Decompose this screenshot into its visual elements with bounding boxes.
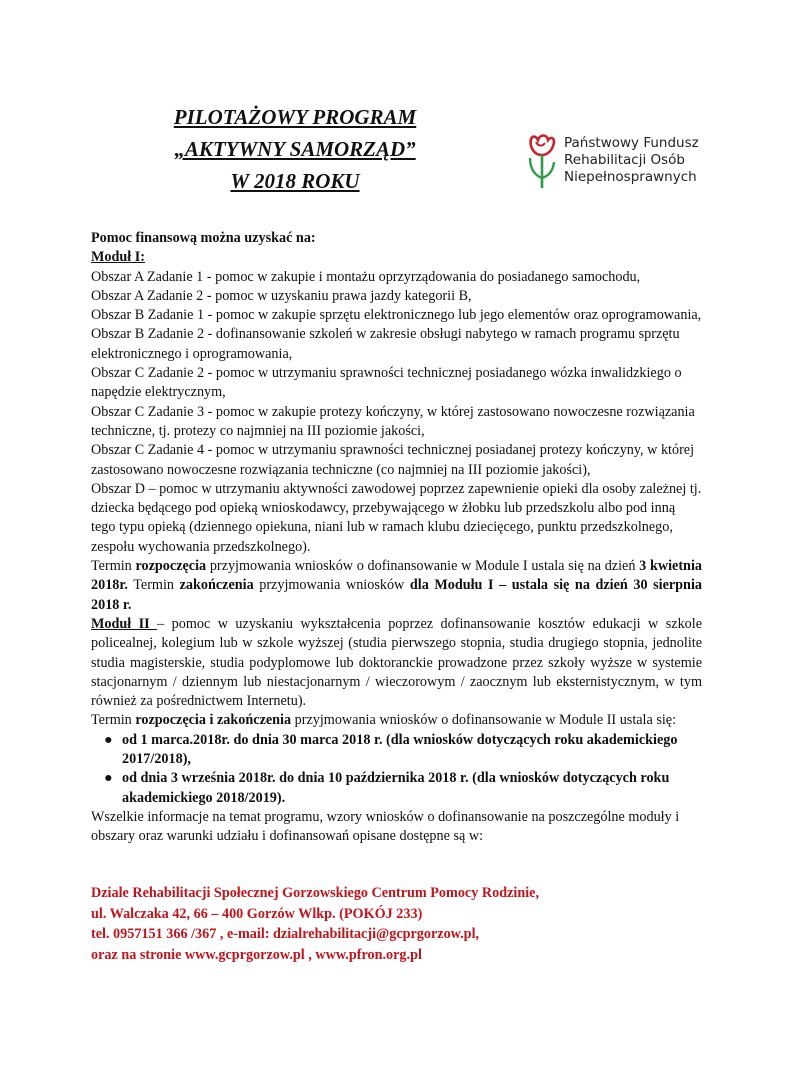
modul1-item: Obszar B Zadanie 1 - pomoc w zakupie sprzętu elektronicznego lub jego elementów oraz oprogramowania, bbox=[91, 307, 702, 324]
info-text: Wszelkie informacje na temat programu, wzory wniosków o dofinansowanie na poszczególne moduły i obszary oraz warunki udziału i dofinansowań opisane dostępne są w: bbox=[91, 808, 680, 845]
term-text: przyjmowania wniosków bbox=[253, 577, 410, 594]
bullet-icon: ● bbox=[104, 731, 113, 748]
term-bold: dla Modułu I – ustala się na dzień 30 sierpnia 2018 r. bbox=[91, 577, 702, 613]
list-item-text: od 1 marca.2018r. do dnia 30 marca 2018 r. (dla wniosków dotyczących roku akademickiego 2017/2018), bbox=[122, 731, 678, 768]
modul2-description bbox=[91, 615, 702, 711]
title-line-2: „AKTYWNY SAMORZĄD” bbox=[174, 137, 416, 161]
modul1-item: Obszar C Zadanie 4 - pomoc w utrzymaniu sprawności technicznej posiadanej protezy kończyny, w której zastosowano nowoczesne rozwiązania techniczne (co najmniej na III poziomie jakości), bbox=[91, 442, 695, 478]
contact-block bbox=[91, 883, 702, 965]
term-bold: rozpoczęcia bbox=[135, 558, 207, 575]
list-item bbox=[91, 731, 702, 770]
contact-line-3: tel. 0957151 366 /367 , e-mail: dzialrehabilitacji@gcprgorzow.pl, bbox=[91, 926, 480, 942]
modul1-item: Obszar C Zadanie 2 - pomoc w utrzymaniu sprawności technicznej posiadanego wózka inwalidzkiego o napędzie elektrycznym, bbox=[91, 365, 682, 401]
logo-line-3: Niepełnosprawnych bbox=[564, 169, 697, 185]
modul1-term bbox=[91, 557, 702, 615]
modul1-heading: Moduł I: bbox=[91, 249, 145, 266]
modul2-text: – pomoc w uzyskaniu wykształcenia poprzez dofinansowanie kosztów edukacji w szkole policealnej, kolegium lub w szkole wyższej (studia pierwszego stopnia, studia drugiego stopnia, jednolite studia magisterskie, studia podyplomowe lub doktoranckie prowadzone przez szkoły wyższe w systemie stacjonarnym / dziennym lub niestacjonarnym / wieczorowym / zaocznym lub eksternistycznym, w tym również za pośrednictwem Internetu). bbox=[91, 615, 702, 710]
term-text: przyjmowania wniosków o dofinansowanie w Module II ustala się: bbox=[291, 712, 677, 729]
term-text: Termin bbox=[91, 712, 136, 729]
modul1-item: Obszar A Zadanie 1 - pomoc w zakupie i montażu oprzyrządowania do posiadanego samochodu, bbox=[91, 268, 641, 285]
modul2-term bbox=[91, 711, 702, 730]
modul1-item: Obszar C Zadanie 3 - pomoc w zakupie protezy kończyny, w której zastosowano nowoczesne rozwiązania techniczne, tj. protezy co najmniej na III poziomie jakości, bbox=[91, 403, 695, 439]
bullet-icon: ● bbox=[104, 770, 113, 787]
modul1-item: Obszar A Zadanie 2 - pomoc w uzyskaniu prawa jazdy kategorii B, bbox=[91, 287, 472, 304]
title-line-3: W 2018 ROKU bbox=[230, 169, 360, 193]
contact-line-4: oraz na stronie www.gcprgorzow.pl , www.pfron.org.pl bbox=[91, 946, 422, 963]
list-item bbox=[91, 769, 702, 808]
modul1-item: Obszar B Zadanie 2 - dofinansowanie szkoleń w zakresie obsługi nabytego w ramach programu sprzętu elektronicznego i oprogramowania, bbox=[91, 326, 680, 362]
term-bold: zakończenia bbox=[179, 577, 254, 594]
term-bold: rozpoczęcia i zakończenia bbox=[135, 712, 292, 729]
contact-line-2: ul. Walczaka 42, 66 – 400 Gorzów Wlkp. (POKÓJ 233) bbox=[91, 905, 423, 922]
document-body bbox=[91, 229, 702, 847]
term-text: Termin bbox=[91, 558, 136, 575]
modul1-item: Obszar D – pomoc w utrzymaniu aktywności zawodowej poprzez zapewnienie opieki dla osoby zależnej tj. dziecka będącego pod opieką wnioskodawcy, przebywającego w żłobku lub przedszkolu albo pod inną tego typu opieką (dziennego opiekuna, niani lub w ramach klubu dziecięcego, punktu przedszkolnego, zespołu wychowania przedszkolnego). bbox=[91, 480, 702, 555]
pfron-logo bbox=[525, 132, 725, 192]
list-item-text: od dnia 3 września 2018r. do dnia 10 października 2018 r. (dla wniosków dotyczących roku akademickiego 2018/2019). bbox=[122, 770, 670, 806]
modul2-dates-list bbox=[91, 731, 702, 808]
title-line-1: PILOTAŻOWY PROGRAM bbox=[173, 105, 417, 129]
term-text: przyjmowania wniosków o dofinansowanie w Module I ustala się na dzień bbox=[206, 558, 640, 575]
logo-line-2: Rehabilitacji Osób bbox=[564, 152, 685, 168]
tulip-logo-icon bbox=[525, 132, 559, 192]
document-title bbox=[150, 101, 440, 197]
intro-text: Pomoc finansową można uzyskać na: bbox=[91, 230, 316, 246]
logo-line-1: Państwowy Fundusz bbox=[564, 135, 699, 151]
term-bold: 3 kwietnia 2018r. bbox=[91, 558, 702, 594]
modul2-heading: Moduł II bbox=[91, 615, 158, 632]
logo-text bbox=[564, 135, 699, 186]
term-text: Termin bbox=[127, 577, 180, 594]
contact-line-1: Dziale Rehabilitacji Społecznej Gorzowskiego Centrum Pomocy Rodzinie, bbox=[91, 885, 540, 901]
